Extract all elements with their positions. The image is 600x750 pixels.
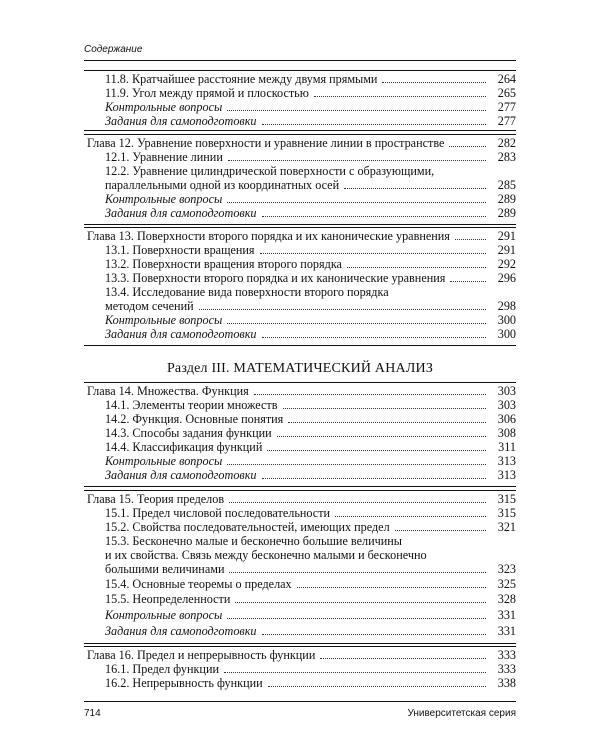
header-rule bbox=[84, 60, 516, 61]
toc-entry-title: 15.4. Основные теоремы о пределах bbox=[105, 577, 292, 591]
leader-dots bbox=[262, 206, 486, 217]
page-number: 264 bbox=[497, 72, 516, 86]
toc-entry-self-study[interactable] bbox=[84, 468, 516, 482]
toc-entry-title: 13.1. Поверхности вращения bbox=[105, 243, 255, 257]
toc-entry-self-study[interactable] bbox=[84, 206, 516, 220]
page-number: 325 bbox=[497, 577, 516, 591]
toc-entry-13-4-line1[interactable]: 13.4. Исследование вида поверхности второго порядка bbox=[105, 285, 389, 299]
page-number: 283 bbox=[497, 150, 516, 164]
toc-entry-self-study[interactable] bbox=[84, 327, 516, 341]
page-number: 289 bbox=[497, 192, 516, 206]
toc-entry-chapter-15[interactable] bbox=[84, 492, 516, 506]
page-number: 338 bbox=[497, 676, 516, 690]
leader-dots bbox=[449, 136, 486, 147]
page-number: 333 bbox=[497, 662, 516, 676]
toc-entry-16-2[interactable] bbox=[84, 676, 516, 690]
running-head: Содержание bbox=[84, 44, 143, 55]
toc-entry-title: Задания для самоподготовки bbox=[105, 114, 257, 128]
toc-entry-14-3[interactable] bbox=[84, 426, 516, 440]
page-number: 315 bbox=[497, 506, 516, 520]
leader-dots bbox=[229, 562, 486, 573]
toc-entry-13-4[interactable] bbox=[84, 299, 516, 313]
toc-group-ch11-end bbox=[84, 70, 516, 131]
toc-entry-15-3-line2[interactable]: и их свойства. Связь между бесконечно малыми и бесконечно bbox=[105, 548, 427, 562]
series-name: Университетская серия bbox=[407, 708, 516, 719]
toc-entry-title: 14.4. Классификация функций bbox=[105, 440, 263, 454]
toc-entry-title: Глава 13. Поверхности второго порядка и их канонические уравнения bbox=[87, 229, 450, 243]
toc-entry-13-3[interactable] bbox=[84, 271, 516, 285]
toc-entry-title: Контрольные вопросы bbox=[105, 100, 223, 114]
toc-entry-title: параллельными одной из координатных осей bbox=[105, 178, 340, 192]
page-number: 331 bbox=[497, 624, 516, 638]
toc-entry-title: 14.2. Функция. Основные понятия bbox=[105, 412, 284, 426]
page-number: 277 bbox=[497, 114, 516, 128]
toc-entry-15-1[interactable] bbox=[84, 506, 516, 520]
toc-group-ch14 bbox=[84, 382, 516, 487]
toc-entry-title: 15.1. Предел числовой последовательности bbox=[105, 506, 331, 520]
toc-entry-15-4[interactable] bbox=[84, 577, 516, 591]
toc-entry-title: 13.3. Поверхности второго порядка и их канонические уравнения bbox=[105, 271, 446, 285]
page-number: 277 bbox=[497, 100, 516, 114]
section-heading: Раздел III. МАТЕМАТИЧЕСКИЙ АНАЛИЗ bbox=[166, 361, 434, 376]
leader-dots bbox=[314, 86, 486, 97]
page-number: 315 bbox=[497, 492, 516, 506]
toc-entry-title: 13.2. Поверхности вращения второго порядка bbox=[105, 257, 342, 271]
leader-dots bbox=[267, 440, 486, 451]
page-number: 333 bbox=[497, 648, 516, 662]
page-number: 296 bbox=[497, 271, 516, 285]
toc-entry-title: Задания для самоподготовки bbox=[105, 468, 257, 482]
toc-entry-review-questions[interactable] bbox=[84, 100, 516, 114]
toc-entry-chapter-12[interactable] bbox=[84, 136, 516, 150]
leader-dots bbox=[227, 608, 486, 619]
page-number: 323 bbox=[497, 562, 516, 576]
toc-entry-chapter-13[interactable] bbox=[84, 229, 516, 243]
leader-dots bbox=[277, 426, 486, 437]
toc-entry-14-4[interactable] bbox=[84, 440, 516, 454]
toc-entry-title: Контрольные вопросы bbox=[105, 454, 223, 468]
toc-entry-title: Задания для самоподготовки bbox=[105, 206, 257, 220]
leader-dots bbox=[347, 257, 486, 268]
leader-dots bbox=[227, 313, 486, 324]
toc-entry-self-study[interactable] bbox=[84, 114, 516, 128]
leader-dots bbox=[262, 327, 486, 338]
page-number: 303 bbox=[497, 384, 516, 398]
leader-dots bbox=[262, 624, 486, 635]
toc-entry-13-2[interactable] bbox=[84, 257, 516, 271]
toc-entry-title: Глава 14. Множества. Функция bbox=[87, 384, 249, 398]
page-number: 328 bbox=[497, 592, 516, 606]
leader-dots bbox=[335, 506, 486, 517]
leader-dots bbox=[227, 454, 486, 465]
toc-entry-15-3[interactable] bbox=[84, 562, 516, 576]
leader-dots bbox=[227, 192, 486, 203]
leader-dots bbox=[288, 412, 486, 423]
leader-dots bbox=[199, 299, 486, 310]
leader-dots bbox=[268, 676, 486, 687]
toc-entry-title: Глава 15. Теория пределов bbox=[87, 492, 225, 506]
toc-entry-review-questions[interactable] bbox=[84, 192, 516, 206]
page-number-footer: 714 bbox=[84, 708, 101, 719]
toc-entry-title: Контрольные вопросы bbox=[105, 192, 223, 206]
leader-dots bbox=[455, 229, 486, 240]
page-number: 291 bbox=[497, 229, 516, 243]
toc-entry-12-2[interactable] bbox=[84, 178, 516, 192]
toc-entry-16-1[interactable] bbox=[84, 662, 516, 676]
page-number: 292 bbox=[497, 257, 516, 271]
page-number: 282 bbox=[497, 136, 516, 150]
toc-entry-chapter-16[interactable] bbox=[84, 648, 516, 662]
page-number: 331 bbox=[497, 608, 516, 622]
toc-entry-12-1[interactable] bbox=[84, 150, 516, 164]
toc-entry-14-1[interactable] bbox=[84, 398, 516, 412]
toc-entry-title: 16.1. Предел функции bbox=[105, 662, 220, 676]
leader-dots bbox=[235, 592, 486, 603]
leader-dots bbox=[262, 114, 486, 125]
toc-entry-title: Задания для самоподготовки bbox=[105, 624, 257, 638]
page-number: 291 bbox=[497, 243, 516, 257]
page-number: 300 bbox=[497, 327, 516, 341]
toc-entry-self-study[interactable] bbox=[84, 624, 516, 638]
toc-entry-title: 14.3. Способы задания функции bbox=[105, 426, 272, 440]
page-number: 308 bbox=[497, 426, 516, 440]
page-number: 289 bbox=[497, 206, 516, 220]
page-number: 303 bbox=[497, 398, 516, 412]
toc-group-ch15 bbox=[84, 490, 516, 644]
toc-entry-title: большими величинами bbox=[105, 562, 225, 576]
toc-entry-title: Контрольные вопросы bbox=[105, 608, 223, 622]
toc-group-ch12 bbox=[84, 134, 516, 225]
leader-dots bbox=[382, 72, 486, 83]
toc-entry-14-2[interactable] bbox=[84, 412, 516, 426]
toc-entry-review-questions[interactable] bbox=[84, 608, 516, 622]
leader-dots bbox=[297, 577, 486, 588]
page-number: 306 bbox=[497, 412, 516, 426]
leader-dots bbox=[344, 178, 486, 189]
toc-entry-review-questions[interactable] bbox=[84, 454, 516, 468]
leader-dots bbox=[229, 492, 486, 503]
toc-entry-title: Задания для самоподготовки bbox=[105, 327, 257, 341]
page-number: 285 bbox=[497, 178, 516, 192]
leader-dots bbox=[260, 243, 486, 254]
leader-dots bbox=[254, 384, 486, 395]
toc-entry-review-questions[interactable] bbox=[84, 313, 516, 327]
leader-dots bbox=[395, 520, 486, 531]
toc-entry-title: 14.1. Элементы теории множеств bbox=[105, 398, 278, 412]
page-number: 265 bbox=[497, 86, 516, 100]
toc-entry-title: 12.1. Уравнение линии bbox=[105, 150, 223, 164]
toc-entry-15-5[interactable] bbox=[84, 592, 516, 606]
page-number: 321 bbox=[497, 520, 516, 534]
leader-dots bbox=[228, 150, 486, 161]
page-number: 313 bbox=[497, 468, 516, 482]
page-number: 300 bbox=[497, 313, 516, 327]
toc-entry-11-8[interactable] bbox=[84, 72, 516, 86]
leader-dots bbox=[227, 100, 486, 111]
toc-entry-11-9[interactable] bbox=[84, 86, 516, 100]
toc-entry-title: Контрольные вопросы bbox=[105, 313, 223, 327]
footer-rule bbox=[84, 701, 516, 702]
toc-entry-title: методом сечений bbox=[105, 299, 194, 313]
toc-entry-13-1[interactable] bbox=[84, 243, 516, 257]
leader-dots bbox=[224, 662, 486, 673]
toc-entry-title: 15.5. Неопределенности bbox=[105, 592, 231, 606]
page-number: 298 bbox=[497, 299, 516, 313]
leader-dots bbox=[283, 398, 486, 409]
toc-entry-title: 16.2. Непрерывность функции bbox=[105, 676, 263, 690]
toc-entry-15-2[interactable] bbox=[84, 520, 516, 534]
toc-entry-15-3-line1[interactable]: 15.3. Бесконечно малые и бесконечно большие величины bbox=[105, 534, 402, 548]
leader-dots bbox=[450, 271, 486, 282]
leader-dots bbox=[262, 468, 486, 479]
toc-entry-title: 11.8. Кратчайшее расстояние между двумя прямыми bbox=[105, 72, 378, 86]
leader-dots bbox=[320, 648, 486, 659]
toc-entry-chapter-14[interactable] bbox=[84, 384, 516, 398]
toc-group-ch16 bbox=[84, 646, 516, 691]
toc-entry-title: 15.2. Свойства последовательностей, имеющих предел bbox=[105, 520, 390, 534]
page-number: 311 bbox=[498, 440, 516, 454]
toc-entry-title: Глава 12. Уравнение поверхности и уравнение линии в пространстве bbox=[87, 136, 445, 150]
page-number: 313 bbox=[497, 454, 516, 468]
toc-entry-title: Глава 16. Предел и непрерывность функции bbox=[87, 648, 316, 662]
toc-entry-title: 11.9. Угол между прямой и плоскостью bbox=[105, 86, 309, 100]
toc-group-ch13 bbox=[84, 227, 516, 346]
toc-entry-12-2-line1[interactable]: 12.2. Уравнение цилиндрической поверхности с образующими, bbox=[105, 164, 435, 178]
